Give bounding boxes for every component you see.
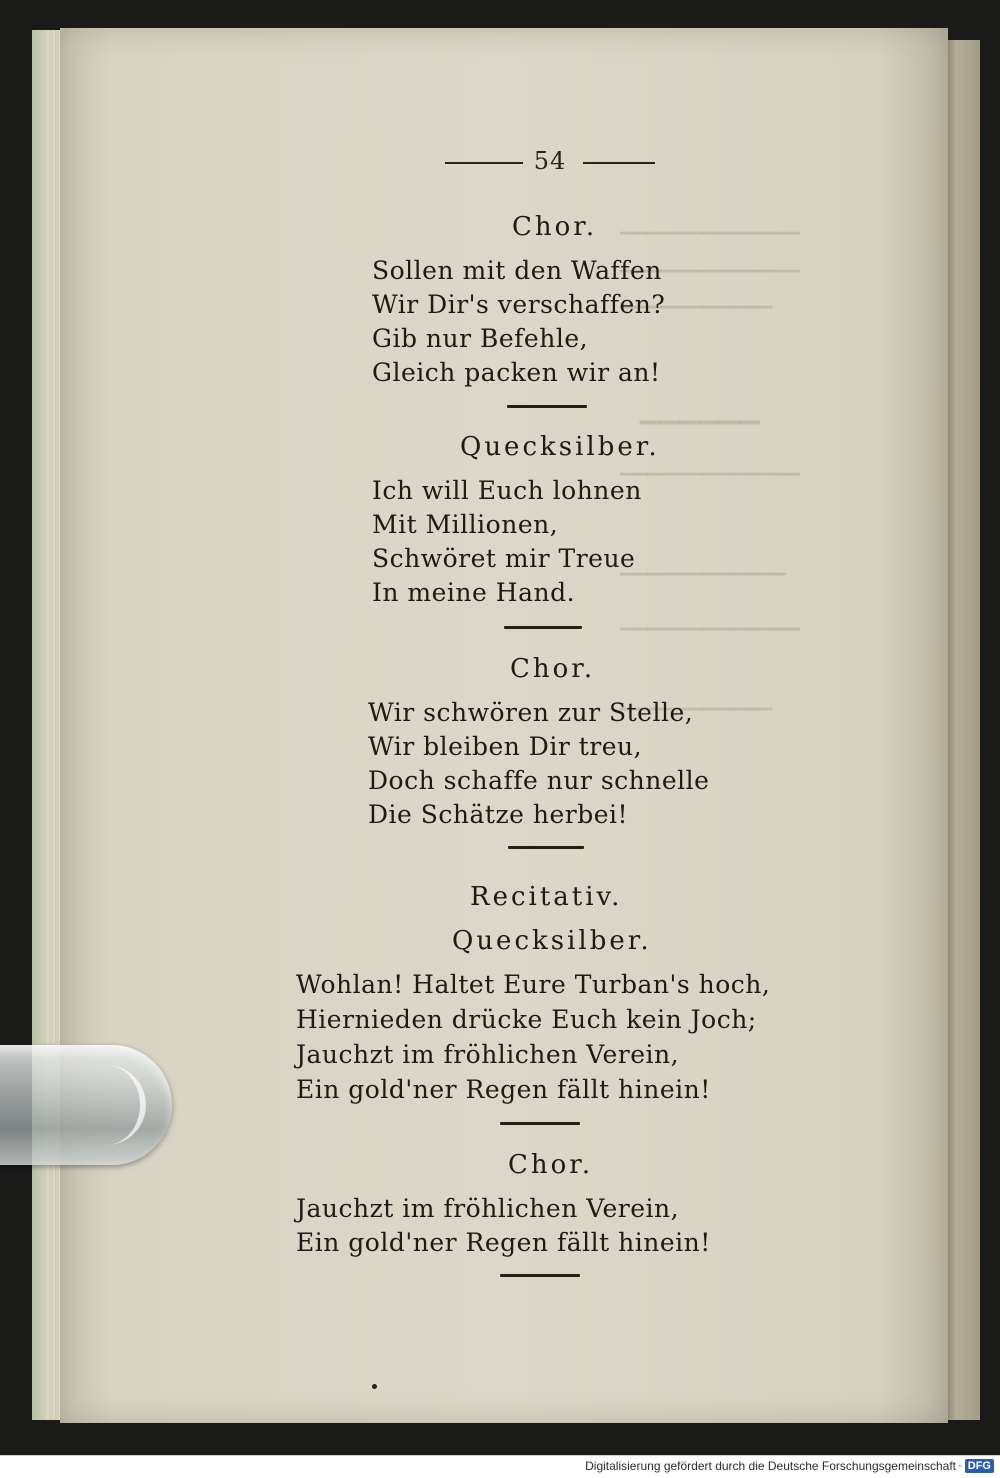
section-divider — [500, 1122, 580, 1125]
page-holder-clip — [0, 1045, 172, 1165]
section-divider — [508, 846, 584, 849]
speaker-name: Chor. — [508, 1150, 594, 1180]
footer-separator: · — [958, 1458, 962, 1472]
verse-line: Die Schätze herbei! — [368, 800, 629, 829]
bleed-through-mark: ▁▁▁▁▁▁▁▁▁▁▁ — [620, 288, 773, 309]
verse-line: Wir bleiben Dir treu, — [368, 732, 643, 761]
verse-line: Wohlan! Haltet Eure Turban's hoch, — [296, 970, 771, 999]
speaker-name: Chor. — [510, 654, 596, 684]
verse-line: Ein gold'ner Regen fällt hinein! — [296, 1228, 711, 1257]
verse-line: Ein gold'ner Regen fällt hinein! — [296, 1075, 711, 1104]
bleed-through-mark: ▁▁▁▁▁▁▁▁▁▁▁▁▁ — [620, 610, 800, 631]
page-number: 54 — [533, 147, 567, 175]
digitization-footer — [0, 1455, 1000, 1478]
section-divider — [507, 405, 587, 408]
verse-line: Doch schaffe nur schnelle — [368, 766, 710, 795]
dfg-logo-icon: DFG — [965, 1459, 994, 1473]
verse-line: Wir Dir's verschaffen? — [372, 290, 666, 319]
verse-line: Jauchzt im fröhlichen Verein, — [296, 1040, 680, 1069]
section-divider — [500, 1274, 580, 1277]
verse-line: Wir schwören zur Stelle, — [368, 698, 694, 727]
verse-line: Gib nur Befehle, — [372, 324, 589, 353]
section-heading: Recitativ. — [470, 882, 623, 912]
verse-line: Jauchzt im fröhlichen Verein, — [296, 1194, 680, 1223]
ink-speck — [372, 1384, 377, 1389]
bleed-through-mark: ▁▁▁▁▁▁▁▁▁▁▁▁▁ — [620, 252, 800, 273]
header-rule-right — [583, 162, 655, 164]
speaker-name: Quecksilber. — [452, 926, 652, 956]
verse-line: Ich will Euch lohnen — [372, 476, 642, 505]
bleed-through-mark: ▁▁▁▁▁▁▁▁▁▁▁▁ — [620, 555, 787, 576]
bleed-through-mark: ▁▁▁▁▁▁▁▁▁▁▁▁▁ — [620, 214, 800, 235]
speaker-name: Quecksilber. — [460, 432, 660, 462]
page-header — [440, 147, 660, 177]
funding-notice: Digitalisierung gefördert durch die Deutsche Forschungsgemeinschaft — [585, 1459, 956, 1473]
verse-line: Sollen mit den Waffen — [372, 256, 662, 285]
verse-line: Mit Millionen, — [372, 510, 559, 539]
verse-line: Gleich packen wir an! — [372, 358, 661, 387]
verse-line: Schwöret mir Treue — [372, 544, 636, 573]
section-divider — [504, 626, 582, 629]
bleed-through-mark: ▁▁▁▁▁▁ — [640, 395, 760, 425]
bleed-through-mark: ▁▁▁▁▁▁▁▁▁▁▁ — [620, 690, 773, 711]
verse-line: Hiernieden drücke Euch kein Joch; — [296, 1005, 757, 1034]
verse-line: In meine Hand. — [372, 578, 576, 607]
speaker-name: Chor. — [512, 212, 598, 242]
bleed-through-mark: ▁▁▁▁▁▁▁▁▁▁▁▁▁ — [620, 455, 800, 476]
